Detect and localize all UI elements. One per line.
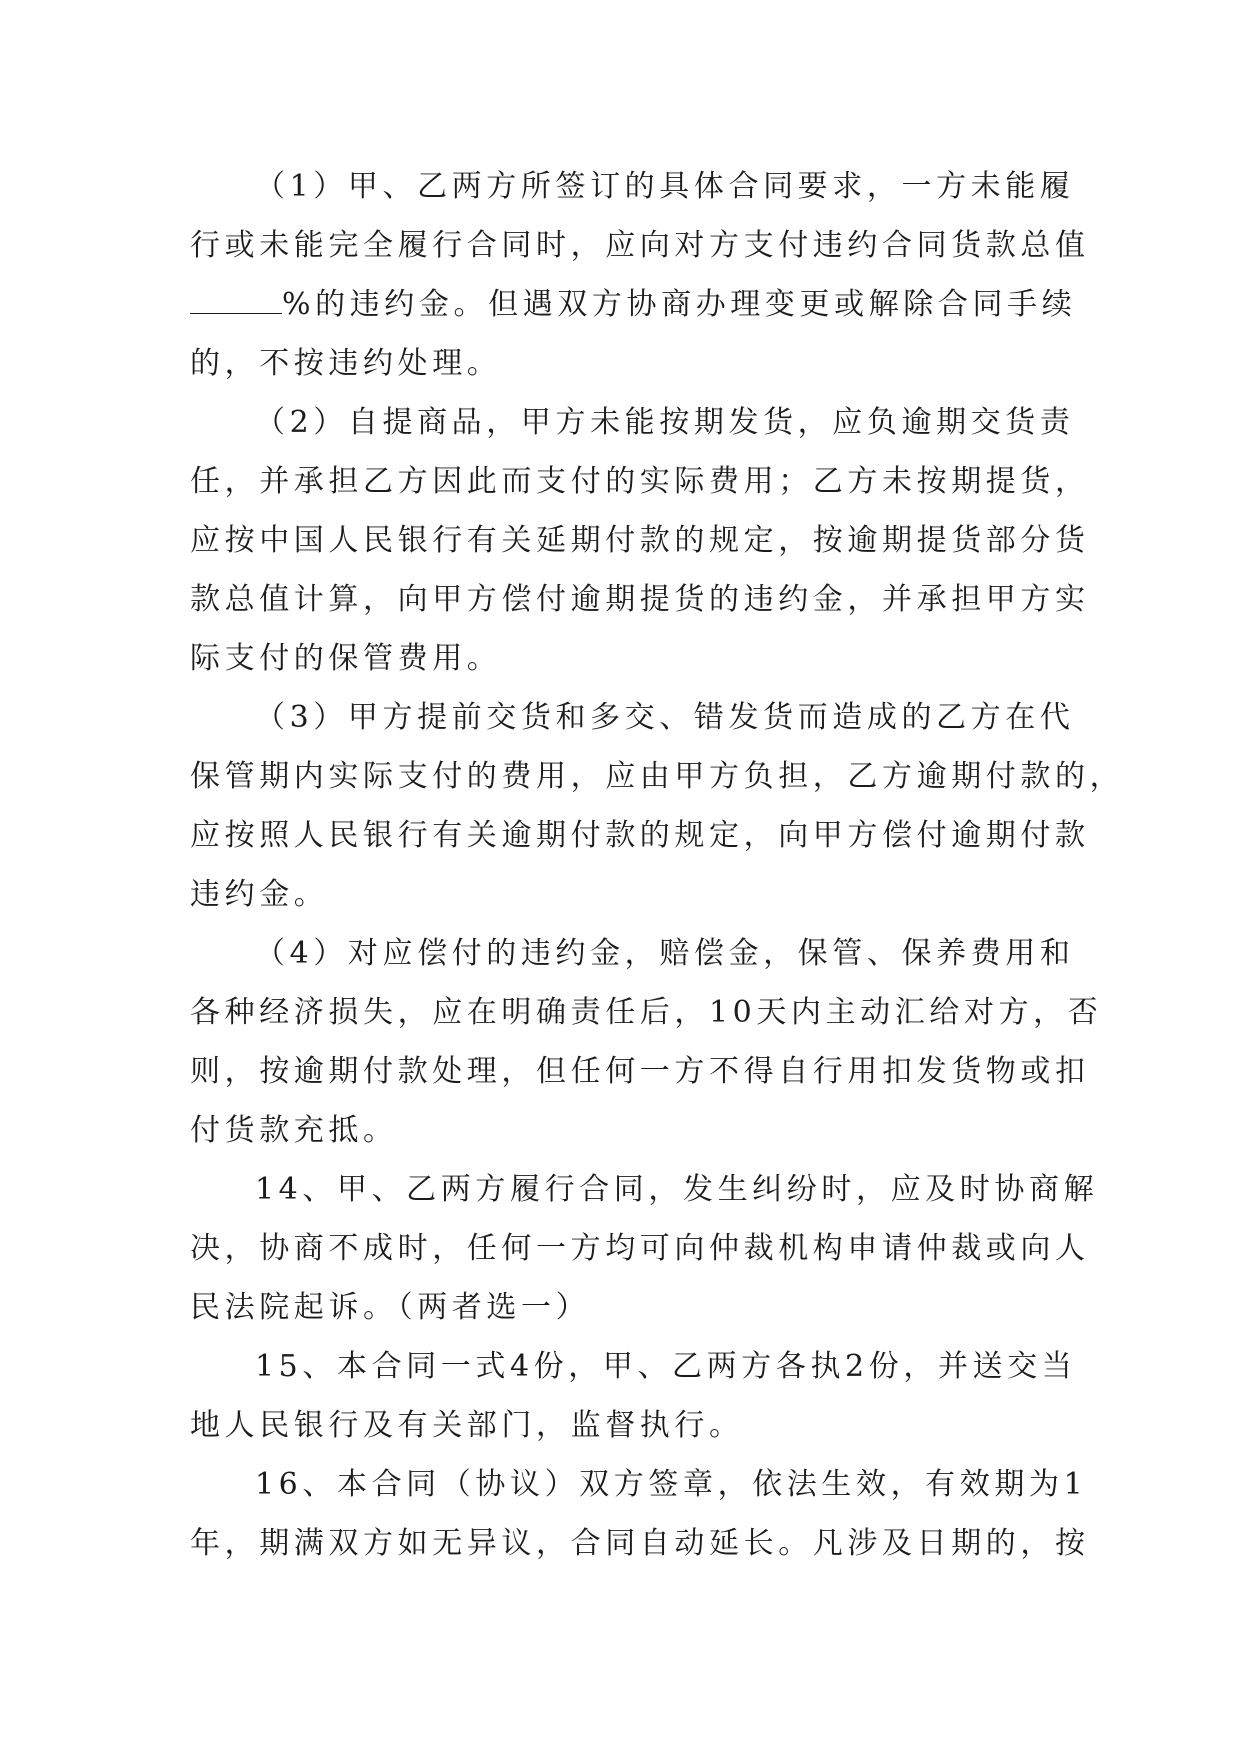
- article-15-line-1: 15、本合同一式4份，甲、乙两方各执2份，并送交当: [255, 1349, 1077, 1384]
- clause-2-line-1: （2）自提商品，甲方未能按期发货，应负逾期交货责: [255, 405, 1075, 440]
- clause-4-line-2: 各种经济损失，应在明确责任后，10天内主动汇给对方，否: [190, 995, 1103, 1030]
- clause-3-line-2: 保管期内实际支付的费用，应由甲方负担，乙方逾期付款的，: [190, 759, 1125, 794]
- clause-1-line-2: 行或未能完全履行合同时，应向对方支付违约合同货款总值: [190, 228, 1090, 263]
- clause-1-line-3-text: %的违约金。但遇双方协商办理变更或解除合同手续: [282, 287, 1077, 322]
- clause-1-line-1: （1）甲、乙两方所签订的具体合同要求，一方未能履: [255, 169, 1075, 204]
- clause-1-line-3: [190, 285, 1077, 325]
- article-16-line-2: 年，期满双方如无异议，合同自动延长。凡涉及日期的，按: [190, 1526, 1090, 1561]
- clause-2-line-4: 款总值计算，向甲方偿付逾期提货的违约金，并承担甲方实: [190, 582, 1090, 617]
- percentage-blank: [190, 287, 282, 314]
- clause-1-line-4: 的，不按违约处理。: [190, 346, 502, 381]
- clause-3-line-1: （3）甲方提前交货和多交、错发货而造成的乙方在代: [255, 700, 1075, 735]
- article-14-line-1: 14、甲、乙两方履行合同，发生纠纷时，应及时协商解: [255, 1172, 1099, 1207]
- clause-4-line-3: 则，按逾期付款处理，但任何一方不得自行用扣发货物或扣: [190, 1054, 1090, 1089]
- clause-4-line-1: （4）对应偿付的违约金，赔偿金，保管、保养费用和: [255, 936, 1075, 971]
- clause-2-line-5: 际支付的保管费用。: [190, 641, 502, 676]
- clause-2-line-2: 任，并承担乙方因此而支付的实际费用；乙方未按期提货，: [190, 464, 1090, 499]
- clause-2-line-3: 应按中国人民银行有关延期付款的规定，按逾期提货部分货: [190, 523, 1090, 558]
- clause-4-line-4: 付货款充抵。: [190, 1113, 398, 1148]
- clause-3-line-3: 应按照人民银行有关逾期付款的规定，向甲方偿付逾期付款: [190, 818, 1090, 853]
- article-14-line-2: 决，协商不成时，任何一方均可向仲裁机构申请仲裁或向人: [190, 1231, 1090, 1266]
- article-16-line-1: 16、本合同（协议）双方签章，依法生效，有效期为1: [255, 1467, 1088, 1502]
- clause-3-line-4: 违约金。: [190, 877, 329, 912]
- article-15-line-2: 地人民银行及有关部门，监督执行。: [190, 1408, 744, 1443]
- article-14-line-3: 民法院起诉。（两者选一）: [190, 1290, 591, 1325]
